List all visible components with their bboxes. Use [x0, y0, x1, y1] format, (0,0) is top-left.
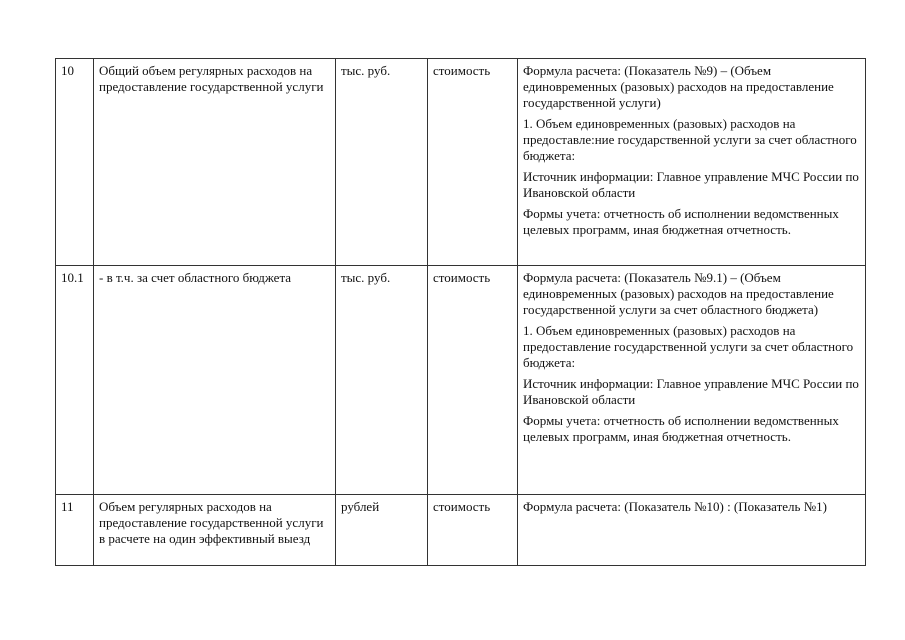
- indicator-name: Объем регулярных расходов на предоставление государственной услуги в расчете на один эффективный выезд: [94, 495, 336, 566]
- table-row: [56, 495, 866, 566]
- row-number: 10: [56, 59, 94, 266]
- indicator-name: - в т.ч. за счет областного бюджета: [94, 266, 336, 495]
- method-paragraph: Формы учета: отчетность об исполнении ведомственных целевых программ, иная бюджетная отчетность.: [523, 413, 839, 444]
- indicator-table: [55, 58, 866, 566]
- unit-of-measure: рублей: [336, 495, 428, 566]
- method-paragraph: 1. Объем единовременных (разовых) расходов на предоставление государственной услуги за счет областного бюджета:: [523, 323, 854, 370]
- calculation-method: [518, 495, 866, 566]
- method-paragraph: Формула расчета: (Показатель №9.1) – (Объем единовременных (разовых) расходов на предоставление государственной услуги за счет областного бюджета): [523, 270, 834, 317]
- indicator-type: стоимость: [428, 495, 518, 566]
- method-paragraph: 1. Объем единовременных (разовых) расходов на предоставле:ние государственной услуги за счет областного бюджета:: [523, 116, 857, 163]
- table-row: [56, 266, 866, 495]
- row-number: 10.1: [56, 266, 94, 495]
- indicator-name: Общий объем регулярных расходов на предоставление государственной услуги: [94, 59, 336, 266]
- calculation-method: [518, 266, 866, 495]
- method-paragraph: Формула расчета: (Показатель №10) : (Показатель №1): [523, 499, 827, 514]
- indicator-type: стоимость: [428, 266, 518, 495]
- method-paragraph: Источник информации: Главное управление МЧС России по Ивановской области: [523, 376, 859, 407]
- method-paragraph: Формула расчета: (Показатель №9) – (Объем единовременных (разовых) расходов на предоставление государственной услуги): [523, 63, 834, 110]
- unit-of-measure: тыс. руб.: [336, 266, 428, 495]
- row-number: 11: [56, 495, 94, 566]
- indicator-type: стоимость: [428, 59, 518, 266]
- table-row: [56, 59, 866, 266]
- calculation-method: [518, 59, 866, 266]
- unit-of-measure: тыс. руб.: [336, 59, 428, 266]
- method-paragraph: Источник информации: Главное управление МЧС России по Ивановской области: [523, 169, 859, 200]
- method-paragraph: Формы учета: отчетность об исполнении ведомственных целевых программ, иная бюджетная отчетность.: [523, 206, 839, 237]
